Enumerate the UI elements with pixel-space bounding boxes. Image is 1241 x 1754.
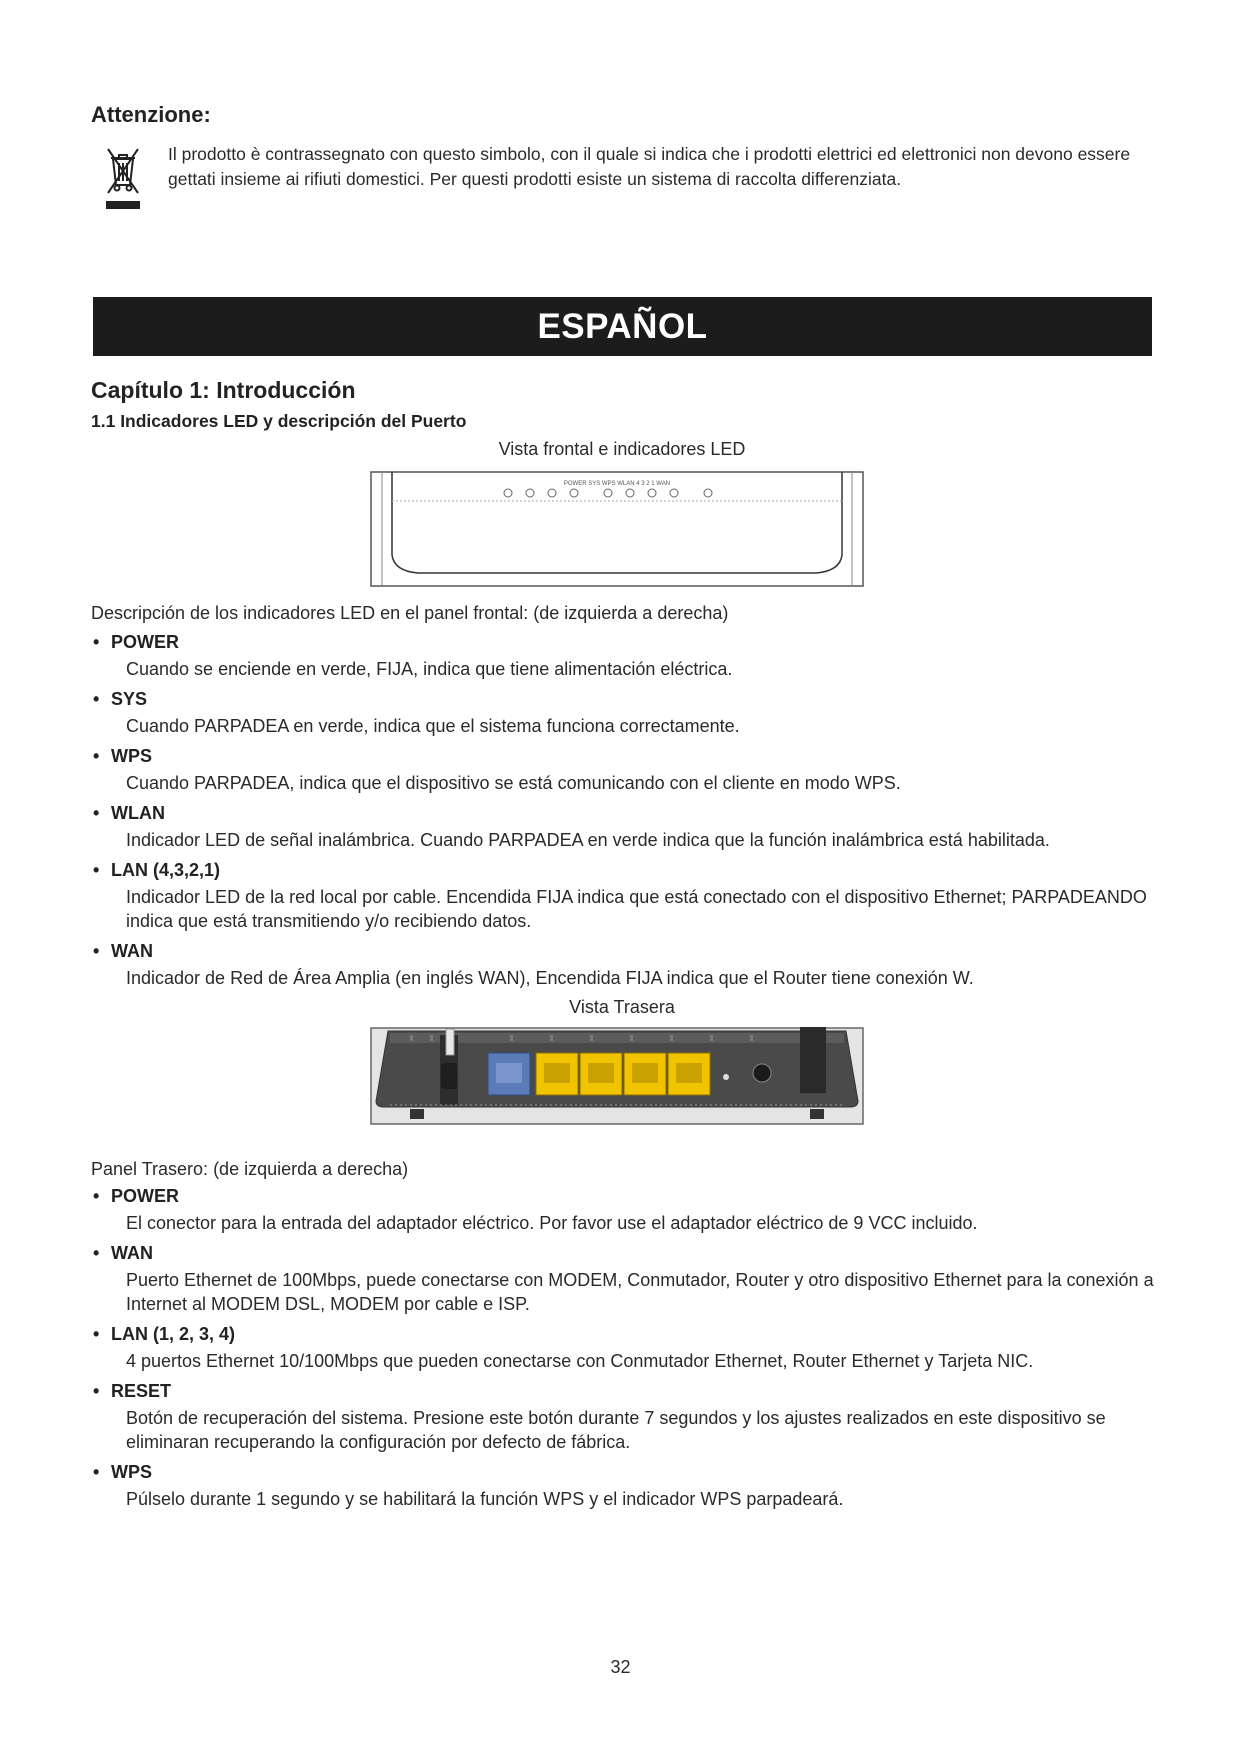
list-item xyxy=(91,1239,1171,1316)
attention-heading: Attenzione: xyxy=(91,102,211,127)
list-item xyxy=(91,685,1171,738)
list-item xyxy=(91,628,1171,681)
list-item xyxy=(91,1458,1171,1511)
page-number: 32 xyxy=(610,1657,631,1677)
item-title: • LAN (1, 2, 3, 4) xyxy=(91,1320,1171,1349)
item-title: • POWER xyxy=(91,628,1171,657)
item-desc: 4 puertos Ethernet 10/100Mbps que pueden conectarse con Conmutador Ethernet, Router Ethernet y Tarjeta NIC. xyxy=(126,1351,1034,1371)
front-intro: Descripción de los indicadores LED en el panel frontal: (de izquierda a derecha) xyxy=(91,603,729,623)
item-desc: Puerto Ethernet de 100Mbps, puede conectarse con MODEM, Conmutador, Router y otro dispositivo Ethernet para la conexión a Internet al MODEM DSL, MODEM por cable e ISP. xyxy=(126,1270,1154,1314)
list-item xyxy=(91,1377,1171,1454)
item-title: • WAN xyxy=(91,1239,1171,1268)
front-view-caption: Vista frontal e indicadores LED xyxy=(498,439,746,459)
rear-intro: Panel Trasero: (de izquierda a derecha) xyxy=(91,1159,409,1179)
item-title: • WAN xyxy=(91,937,1171,966)
weee-bin-icon xyxy=(106,145,140,215)
section-title: 1.1 Indicadores LED y descripción del Puerto xyxy=(91,411,467,431)
item-title: • POWER xyxy=(91,1182,1171,1211)
list-item xyxy=(91,856,1171,933)
item-desc: Cuando PARPADEA en verde, indica que el sistema funciona correctamente. xyxy=(126,716,740,736)
item-title: • WLAN xyxy=(91,799,1171,828)
item-title: • RESET xyxy=(91,1377,1171,1406)
item-desc: Cuando PARPADEA, indica que el dispositivo se está comunicando con el cliente en modo WPS. xyxy=(126,773,901,793)
language-banner: ESPAÑOL xyxy=(93,297,1152,356)
item-desc: Indicador LED de la red local por cable. Encendida FIJA indica que está conectado con el dispositivo Ethernet; PARPADEANDO indica que está transmitiendo y/o recibiendo datos. xyxy=(126,887,1147,931)
item-title: • SYS xyxy=(91,685,1171,714)
list-item xyxy=(91,799,1171,852)
item-title: • WPS xyxy=(91,742,1171,771)
list-item xyxy=(91,937,1171,990)
router-front-panel-figure xyxy=(370,471,864,587)
item-desc: Púlselo durante 1 segundo y se habilitará la función WPS y el indicador WPS parpadeará. xyxy=(126,1489,844,1509)
attention-text: Il prodotto è contrassegnato con questo simbolo, con il quale si indica che i prodotti elettrici ed elettronici non devono essere gettati insieme ai rifiuti domestici. Per questi prodotti esiste un sistema di raccolta differenziata. xyxy=(168,144,1131,189)
item-desc: Indicador LED de señal inalámbrica. Cuando PARPADEA en verde indica que la función inalámbrica está habilitada. xyxy=(126,830,1050,850)
led-labels: POWER SYS WPS WLAN 4 3 2 1 WAN xyxy=(563,481,671,487)
chapter-title: Capítulo 1: Introducción xyxy=(91,377,356,403)
item-title: • LAN (4,3,2,1) xyxy=(91,856,1171,885)
list-item xyxy=(91,742,1171,795)
list-item xyxy=(91,1320,1171,1373)
item-desc: Indicador de Red de Área Amplia (en inglés WAN), Encendida FIJA indica que el Router tiene conexión W. xyxy=(126,968,974,988)
item-title: • WPS xyxy=(91,1458,1171,1487)
item-desc: Cuando se enciende en verde, FIJA, indica que tiene alimentación eléctrica. xyxy=(126,659,733,679)
front-led-list xyxy=(91,628,1171,994)
list-item xyxy=(91,1182,1171,1235)
rear-port-list xyxy=(91,1182,1171,1515)
item-desc: Botón de recuperación del sistema. Presione este botón durante 7 segundos y los ajustes realizados en este dispositivo se eliminaran recuperando la configuración por defecto de fábrica. xyxy=(126,1408,1106,1452)
item-desc: El conector para la entrada del adaptador eléctrico. Por favor use el adaptador eléctrico de 9 VCC incluido. xyxy=(126,1213,978,1233)
router-rear-panel-figure xyxy=(370,1027,864,1125)
rear-view-caption: Vista Trasera xyxy=(569,997,675,1017)
